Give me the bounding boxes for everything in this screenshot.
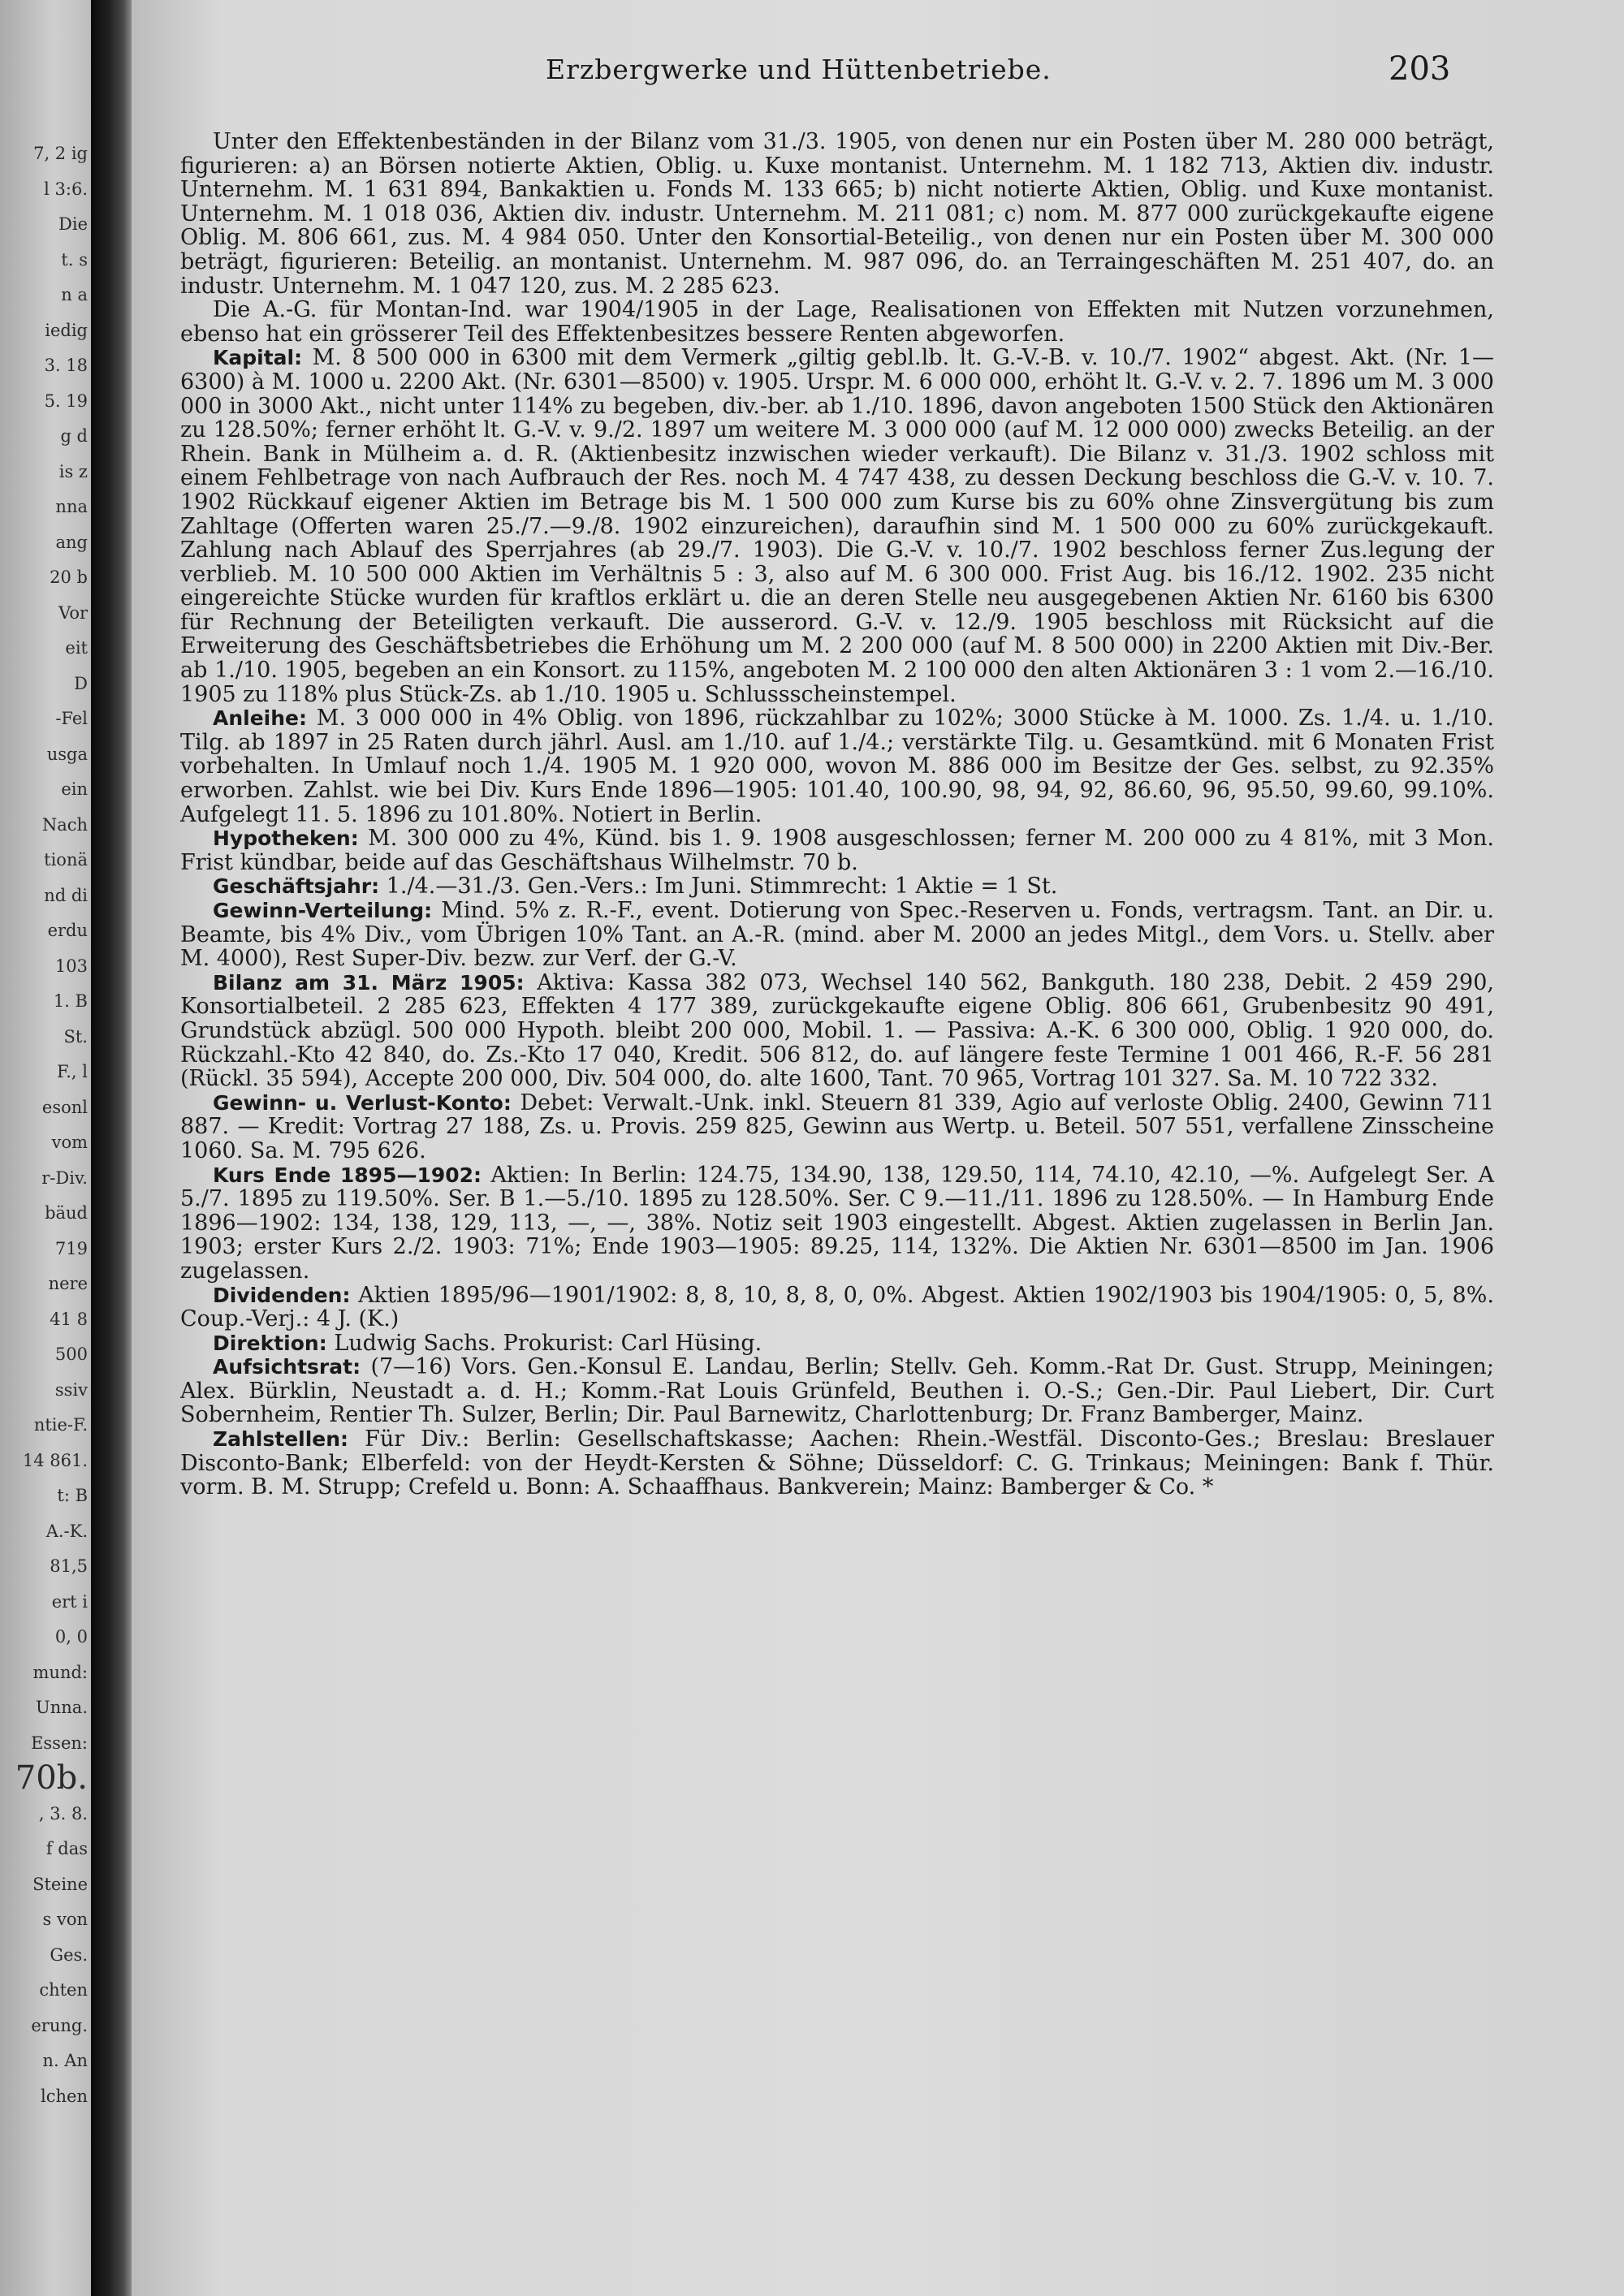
previous-page-fragment: 1. B [53,991,88,1011]
previous-page-fragment: ein [61,779,88,799]
previous-page-fragment: nna [55,497,88,516]
paragraph-text: Mind. 5% z. R.-F., event. Dotierung von Spec.-Reserven u. Fonds, vertragsm. Tant. an Dir. u. Beamte, bis 4% Div., vom Übrigen 10% Tant. an A.-R. (mind. aber M. 2000 an jedes Mitgl., dem Vors. u. Stellv. aber M. 4000), Rest Super-Div. bezw. zur Verf. der G.-V. [180,898,1494,972]
previous-page-fragment: ssiv [54,1379,88,1400]
paragraph [180,1331,1494,1356]
previous-page-fragment: f das [45,1839,88,1858]
previous-page-fragment: 719 [54,1238,88,1258]
paragraph [180,1427,1494,1500]
previous-page-fragment: Essen: [31,1733,88,1753]
book-gutter-shadow [91,0,132,2296]
previous-page-fragment: 81,5 [50,1556,88,1576]
page-number: 203 [1389,50,1451,88]
paragraph-text: M. 3 000 000 in 4% Oblig. von 1896, rückzahlbar zu 102%; 3000 Stücke à M. 1000. Zs. 1./4. u. 1./10. Tilg. ab 1897 in 25 Raten durch jährl. Ausl. am 1./10. auf 1./4.; verstärkte Tilg. u. Gesamtkünd. mit 6 Monaten Frist vorbehalten. In Umlauf noch 1./4. 1905 M. 1 920 000, wovon M. 886 000 im Besitze der Ges. selbst, zu 92.35% erworben. Zahlst. wie bei Div. Kurs Ende 1896—1905: 101.40, 100.90, 98, 94, 92, 86.60, 96, 95.50, 99.60, 99.10%. Aufgelegt 11. 5. 1896 zu 101.80%. Notiert in Berlin. [180,706,1494,827]
paragraph-text: M. 8 500 000 in 6300 mit dem Vermerk „giltig gebl.lb. lt. G.-V.-B. v. 10./7. 1902“ abgest. Akt. (Nr. 1—6300) à M. 1000 u. 2200 Akt. (Nr. 6301—8500) v. 1905. Urspr. M. 6 000 000, erhöht lt. G.-V. v. 2. 7. 1896 um M. 3 000 000 in 3000 Akt., nicht unter 114% zu begeben, div.-ber. ab 1./10. 1896, davon angeboten 1500 Stück den Aktionären zu 128.50%; ferner erhöht lt. G.-V. v. 9./2. 1897 um weitere M. 3 000 000 (auf M. 12 000 000) zwecks Beteilig. an der Rhein. Bank in Mülheim a. d. R. (Aktienbesitz inzwischen wieder verkauft). Die Bilanz v. 31./3. 1902 schloss mit einem Fehlbetrage von nach Aufbrauch der Res. noch M. 4 747 438, zu dessen Deckung beschloss die G.-V. v. 10. 7. 1902 Rückkauf eigener Aktien im Betrage bis M. 1 500 000 zum Kurse bis zu 60% ohne Zinsvergütung bis zum Zahltage (Offerten waren 25./7.—9./8. 1902 einzureichen), daraufhin sind M. 1 500 000 zu 60% zurückgekauft. Zahlung nach Ablauf des Sperrjahres (ab 29./7. 1903). Die G.-V. v. 10./7. 1902 beschloss ferner Zus.legung der verblieb. M. 10 500 000 Aktien im Verhältnis 5 : 3, also auf M. 6 300 000. Frist Aug. bis 16./12. 1902. 235 nicht eingereichte Stücke wurden für kraftlos erklärt u. die an deren Stelle neu ausgegebenen Aktien Nr. 6160 bis 6300 für Rechnung der Beteiligten verkauft. Die ausserord. G.-V. v. 12./9. 1905 beschloss mit Rücksicht auf die Erweiterung des Geschäftsbetriebes die Erhöhung um M. 2 200 000 (auf M. 8 500 000) in 2200 Aktien mit Div.-Ber. ab 1./10. 1905, begeben an ein Konsort. zu 115%, angeboten M. 2 100 000 den alten Aktionären 3 : 1 vom 2.—16./10. 1905 zu 118% plus Stück-Zs. ab 1./10. 1905 u. Schlussscheinstempel. [180,345,1494,707]
previous-page-fragment: Die [58,214,88,234]
previous-page-fragment: esonl [41,1097,88,1117]
previous-page-fragment: 14 861. [22,1450,88,1470]
paragraph-text: Für Div.: Berlin: Gesellschaftskasse; Aachen: Rhein.-Westfäl. Disconto-Ges.; Breslau: Breslauer Disconto-Bank; Elberfeld: von der Heydt-Kersten & Söhne; Düsseldorf: C. G. Trinkaus; Meiningen: Bank f. Thür. vorm. B. M. Strupp; Crefeld u. Bonn: A. Schaaffhaus. Bankverein; Mainz: Bamberger & Co. * [180,1426,1494,1500]
section-label: Geschäftsjahr: [213,874,380,899]
previous-page-fragment: usga [46,744,88,764]
section-label: Anleihe: [213,706,307,731]
paragraph [180,298,1494,346]
previous-page-fragment: 41 8 [50,1309,88,1329]
paragraph [180,1091,1494,1163]
previous-page-fragment: s von [42,1910,88,1929]
previous-page-fragment: erung. [31,2015,88,2035]
previous-page-edge [0,0,91,2296]
paragraph [180,706,1494,826]
paragraph-text: Unter den Effektenbeständen in der Bilanz vom 31./3. 1905, von denen nur ein Posten über M. 280 000 beträgt, figurieren: a) an Börsen notierte Aktien, Oblig. u. Kuxe montanist. Unternehm. M. 1 182 713, Aktien div. industr. Unternehm. M. 1 631 894, Bankaktien u. Fonds M. 133 665; b) nicht notierte Aktien, Oblig. und Kuxe montanist. Unternehm. M. 1 018 036, Aktien div. industr. Unternehm. M. 211 081; c) nom. M. 877 000 zurückgekaufte eigene Oblig. M. 806 661, zus. M. 4 984 050. Unter den Konsortial-Beteilig., von denen nur ein Posten über M. 300 000 beträgt, figurieren: Beteilig. an montanist. Unternehm. M. 987 096, do. an Terraingeschäften M. 251 407, do. an industr. Unternehm. M. 1 047 120, zus. M. 2 285 623. [180,129,1494,299]
section-label: Zahlstellen: [213,1427,349,1452]
paragraph [180,826,1494,874]
paragraph [180,1284,1494,1331]
previous-page-fragment: 7, 2 ig [33,144,88,163]
previous-page-fragment: chten [39,1980,88,2000]
paragraph-text: Aktien: In Berlin: 124.75, 134.90, 138, 129.50, 114, 74.10, 42.10, —%. Aufgelegt Ser. A 5./7. 1895 zu 119.50%. Ser. B 1.—5./10. 1895 zu 128.50%. Ser. C 9.—11./11. 1896 zu 128.50%. — In Hamburg Ende 1896—1902: 134, 138, 129, 113, —, —, 38%. Notiz seit 1903 eingestellt. Abgest. Aktien zugelassen in Berlin Jan. 1903; erster Kurs 2./2. 1903: 71%; Ende 1903—1905: 89.25, 114, 132%. Die Aktien Nr. 6301—8500 im Jan. 1906 zugelassen. [180,1162,1495,1284]
previous-page-fragment: 20 b [50,568,88,587]
previous-page-fragment: Ges. [50,1944,88,1965]
previous-page-fragment: 5. 19 [44,391,88,411]
previous-page-fragment: -Fel [55,709,88,728]
previous-page-fragment: n a [61,285,88,304]
paragraph [180,971,1494,1091]
previous-page-fragment: 70b. [15,1759,88,1797]
previous-page-fragment: , 3. 8. [38,1803,88,1823]
previous-page-fragment: vom [51,1133,88,1152]
page-body [180,130,1494,1500]
previous-page-fragment: ang [55,532,88,552]
previous-page-fragment: ert i [51,1591,88,1612]
previous-page-fragment: Vor [58,602,88,623]
section-label: Aufsichtsrat: [213,1355,361,1379]
paragraph-text: Aktien 1895/96—1901/1902: 8, 8, 10, 8, 8, 0, 0%. Abgest. Aktien 1902/1903 bis 1904/1905: 0, 5, 8%. Coup.-Verj.: 4 J. (K.) [180,1282,1494,1332]
section-label: Gewinn- u. Verlust-Konto: [213,1090,512,1115]
paragraph [180,1163,1494,1284]
paragraph [180,130,1494,298]
section-label: Dividenden: [213,1283,351,1307]
previous-page-fragment: Nach [41,814,88,835]
section-label: Gewinn-Verteilung: [213,899,433,922]
previous-page-fragment: bäud [45,1203,88,1223]
previous-page-fragment: erdu [47,921,88,940]
previous-page-fragment: is z [58,461,88,481]
previous-page-fragment: l 3:6. [44,179,88,199]
previous-page-fragment: 103 [54,956,88,976]
paragraph [180,874,1494,899]
paragraph-text: M. 300 000 zu 4%, Künd. bis 1. 9. 1908 ausgeschlossen; ferner M. 200 000 zu 4 81%, mit 3 Mon. Frist kündbar, beide auf das Geschäftshaus Wilhelmstr. 70 b. [180,826,1494,875]
scanned-page [132,0,1624,2296]
page-header [132,50,1451,102]
paragraph-text: 1./4.—31./3. Gen.-Vers.: Im Juni. Stimmrecht: 1 Aktie = 1 St. [386,874,1058,900]
previous-page-fragment: g d [60,426,88,446]
previous-page-fragment: 0, 0 [54,1627,88,1646]
previous-page-fragment: t: B [57,1486,88,1505]
previous-page-fragment: A.-K. [45,1521,88,1541]
previous-page-fragment: D [74,673,88,693]
previous-page-fragment: ntie-F. [33,1415,88,1435]
paragraph [180,1355,1494,1427]
paragraph-text: (7—16) Vors. Gen.-Konsul E. Landau, Berlin; Stellv. Geh. Komm.-Rat Dr. Gust. Strupp, Meiningen; Alex. Bürklin, Neustadt a. d. H.; Komm.-Rat Louis Grünfeld, Beuthen i. O.-S.; Gen.-Dir. Paul Liebert, Dir. Curt Sobernheim, Rentier Th. Sulzer, Berlin; Dir. Paul Barnewitz, Charlottenburg; Dr. Franz Bamberger, Mainz. [180,1354,1494,1428]
paragraph-text: Ludwig Sachs. Prokurist: Carl Hüsing. [334,1330,762,1356]
paragraph [180,346,1494,706]
previous-page-fragment: St. [63,1026,88,1047]
previous-page-fragment: 500 [54,1344,88,1364]
section-label: Bilanz am 31. März 1905: [213,970,525,995]
previous-page-fragment: t. s [61,249,88,270]
previous-page-fragment: r-Div. [41,1167,88,1188]
previous-page-fragment: nd di [44,885,88,905]
paragraph [180,899,1494,971]
running-title: Erzbergwerke und Hüttenbetriebe. [546,54,1052,85]
previous-page-fragment: n. An [42,2051,88,2070]
previous-page-fragment: Unna. [36,1698,88,1717]
section-label: Hypotheken: [213,826,359,851]
section-label: Direktion: [213,1331,327,1355]
paragraph-text: Aktiva: Kassa 382 073, Wechsel 140 562, Bankguth. 180 238, Debit. 2 459 290, Konsortialbeteil. 2 285 623, Effekten 4 177 389, zurückgekaufte eigene Oblig. 806 661, Grubenbesitz 90 491, Grundstück abzügl. 500 000 Hypoth. bleibt 200 000, Mobil. 1. — Passiva: A.-K. 6 300 000, Oblig. 1 920 000, do. Rückzahl.-Kto 42 840, do. Zs.-Kto 17 040, Kredit. 506 812, do. auf längere feste Termine 1 001 466, R.-F. 56 281 (Rückl. 35 594), Accepte 200 000, Div. 504 000, do. alte 1600, Tant. 70 965, Vortrag 101 327. Sa. M. 10 722 332. [180,969,1494,1092]
previous-page-fragment: Steine [32,1874,88,1894]
previous-page-fragment: lchen [41,2086,88,2106]
previous-page-fragment: eit [65,638,88,658]
paragraph-text: Debet: Verwalt.-Unk. inkl. Steuern 81 339, Agio auf verloste Oblig. 2400, Gewinn 711 887. — Kredit: Vortrag 27 188, Zs. u. Provis. 259 825, Gewinn aus Wertp. u. Beteil. 507 551, verfallene Zinsscheine 1060. Sa. M. 795 626. [180,1090,1495,1163]
previous-page-fragment: iedig [45,320,88,340]
section-label: Kapital: [213,346,303,370]
previous-page-fragment: tionä [44,850,88,870]
section-label: Kurs Ende 1895—1902: [213,1163,482,1187]
previous-page-fragment: mund: [32,1662,88,1682]
previous-page-fragment: F., l [56,1062,88,1081]
previous-page-fragment: 3. 18 [44,356,88,375]
paragraph-text: Die A.-G. für Montan-Ind. war 1904/1905 in der Lage, Realisationen von Effekten mit Nutzen vorzunehmen, ebenso hat ein grösserer Teil des Effektenbesitzes bessere Renten abgeworfen. [180,297,1494,347]
previous-page-fragment: nere [48,1274,88,1293]
